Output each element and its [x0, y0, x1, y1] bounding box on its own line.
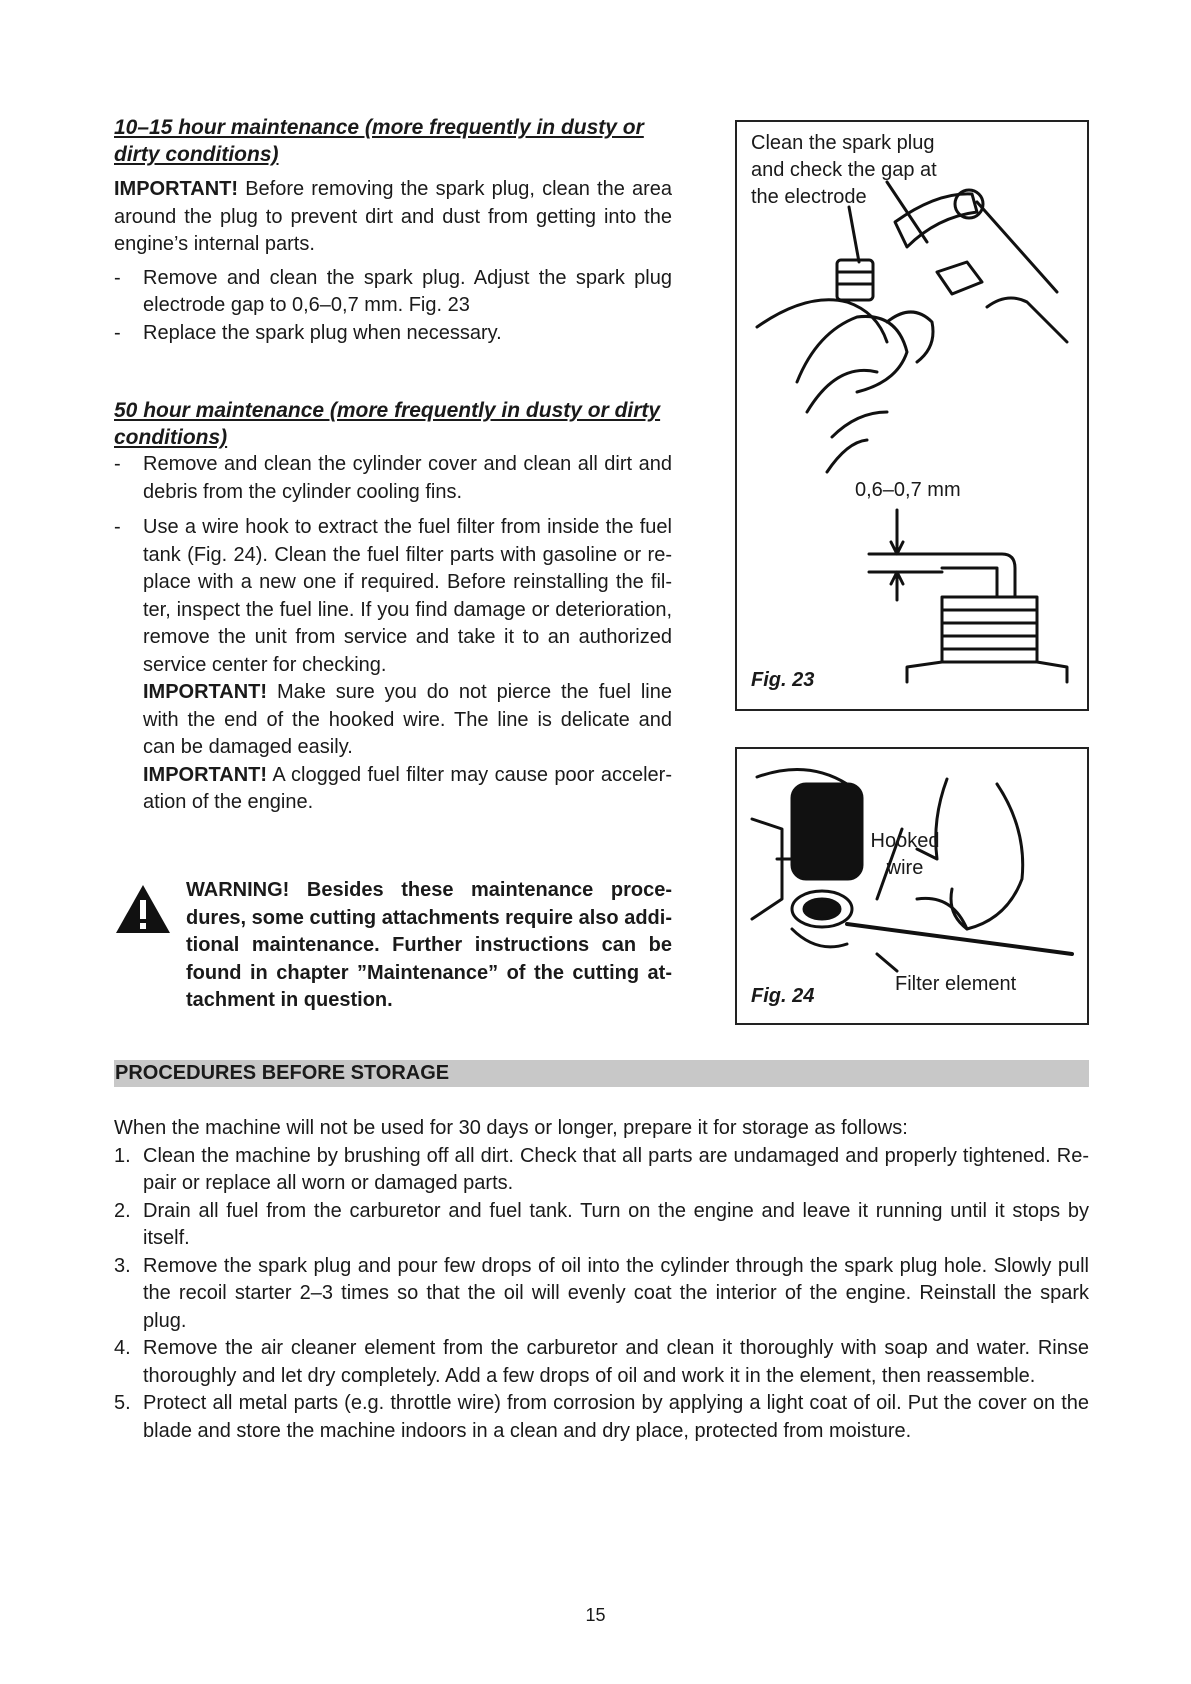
figure-24 [735, 747, 1089, 1025]
important-text: Make sure you do not pierce the fuel line with the end of the hooked wire. The line is delicate and can be damaged easily. [143, 681, 672, 758]
dash-marker: - [114, 266, 121, 289]
step-number: 2. [114, 1199, 131, 1222]
step-text: Protect all metal parts (e.g. throttle wire) from corrosion by applying a light coat of oil. Put the cover on the blade and store the machine indoors in a clean and dry place, protected from moisture. [143, 1392, 1089, 1442]
fig23-label: Fig. 23 [751, 669, 815, 691]
list-item-text: Use a wire hook to extract the fuel filter from inside the fuel tank (Fig. 24). Clean the fuel filter parts with gasoline or re-place with a new one if required. Before reinstalling the fil-ter, inspect the fuel line. If you find damage or deterioration, remove the unit from service and take it to an authorized service center for checking. [143, 516, 672, 676]
step-number: 3. [114, 1254, 131, 1277]
list-item [114, 1143, 1089, 1198]
important-spark-plug-note [114, 176, 672, 259]
left-column [114, 114, 672, 817]
dash-marker: - [114, 321, 121, 344]
figure-23 [735, 120, 1089, 711]
spark-plug-steps [114, 265, 672, 348]
page-number: 15 [585, 1605, 606, 1625]
important-text: A clogged fuel filter may cause poor acceler-ation of the engine. [143, 763, 672, 813]
list-item [114, 451, 672, 506]
important-label: IMPORTANT! [143, 681, 268, 703]
step-text: Clean the machine by brushing off all dirt. Check that all parts are undamaged and properly tightened. Re-pair or replace all worn or damaged parts. [143, 1144, 1089, 1194]
heading-50-hour: 50 hour maintenance (more frequently in dusty or dirty conditions) [114, 399, 661, 449]
warning-triangle-icon [114, 883, 172, 935]
important-text: Before removing the spark plug, clean the area around the plug to prevent dirt and dust from getting into the engine’s internal parts. [114, 178, 672, 255]
storage-steps [114, 1143, 1089, 1446]
dash-marker: - [114, 453, 121, 475]
spark-plug-illustration [737, 122, 1087, 709]
fifty-hour-steps [114, 451, 672, 679]
fig23-caption-line: and check the gap at [751, 159, 937, 181]
warning-text: WARNING! Besides these maintenance proce-dures, some cutting attachments require also addi-tional maintenance. Further instructions can be found in chapter ”Maintenance” of the cutting at-tachment in question. [186, 879, 672, 1011]
important-hooked-wire-note [114, 679, 672, 762]
list-item-text: Remove and clean the spark plug. Adjust the spark plug electrode gap to 0,6–0,7 mm. Fig. 23 [143, 266, 672, 316]
step-number: 5. [114, 1392, 131, 1414]
section-title: PROCEDURES BEFORE STORAGE [115, 1062, 450, 1084]
hooked-wire-label [870, 828, 940, 882]
warning-block [114, 877, 672, 1015]
fig24-label: Fig. 24 [751, 985, 815, 1007]
dash-marker: - [114, 516, 121, 538]
list-item [114, 1198, 1089, 1253]
filter-element-label: Filter element [895, 973, 1017, 995]
fig23-caption-line: the electrode [751, 186, 867, 208]
important-label: IMPORTANT! [114, 178, 239, 200]
fig23-caption-line: Clean the spark plug [751, 132, 935, 154]
list-item [114, 1253, 1089, 1336]
list-item [114, 1390, 1089, 1445]
storage-procedures [114, 1115, 1089, 1445]
hooked-wire-line: wire [886, 857, 924, 879]
list-item [114, 320, 672, 348]
list-item-text: Replace the spark plug when necessary. [143, 321, 502, 344]
storage-intro: When the machine will not be used for 30 days or longer, prepare it for storage as follows: [114, 1117, 908, 1139]
step-text: Remove the spark plug and pour few drops of oil into the cylinder through the spark plug hole. Slowly pull the recoil starter 2–3 times so that the oil will evenly coat the interior of the engine. Reinstall the spark plug. [143, 1254, 1089, 1332]
list-item [114, 514, 672, 679]
gap-measurement-label: 0,6–0,7 mm [855, 479, 961, 501]
step-number: 1. [114, 1144, 131, 1167]
list-item [114, 1335, 1089, 1390]
section-bar [114, 1060, 1089, 1087]
step-text: Drain all fuel from the carburetor and fuel tank. Turn on the engine and leave it running until it stops by itself. [143, 1199, 1089, 1249]
step-text: Remove the air cleaner element from the carburetor and clean it thoroughly with soap and water. Rinse thoroughly and let dry completely. Add a few drops of oil and work it in the element, then reassemble. [143, 1337, 1089, 1387]
list-item-text: Remove and clean the cylinder cover and clean all dirt and debris from the cylinder cooling fins. [143, 453, 672, 503]
list-item [114, 265, 672, 320]
step-number: 4. [114, 1337, 131, 1359]
heading-10-15-hour: 10–15 hour maintenance (more frequently in dusty or dirty conditions) [114, 116, 644, 166]
hooked-wire-line: Hooked [870, 830, 940, 852]
important-fuel-filter-note [114, 762, 672, 817]
important-label: IMPORTANT! [143, 763, 268, 786]
